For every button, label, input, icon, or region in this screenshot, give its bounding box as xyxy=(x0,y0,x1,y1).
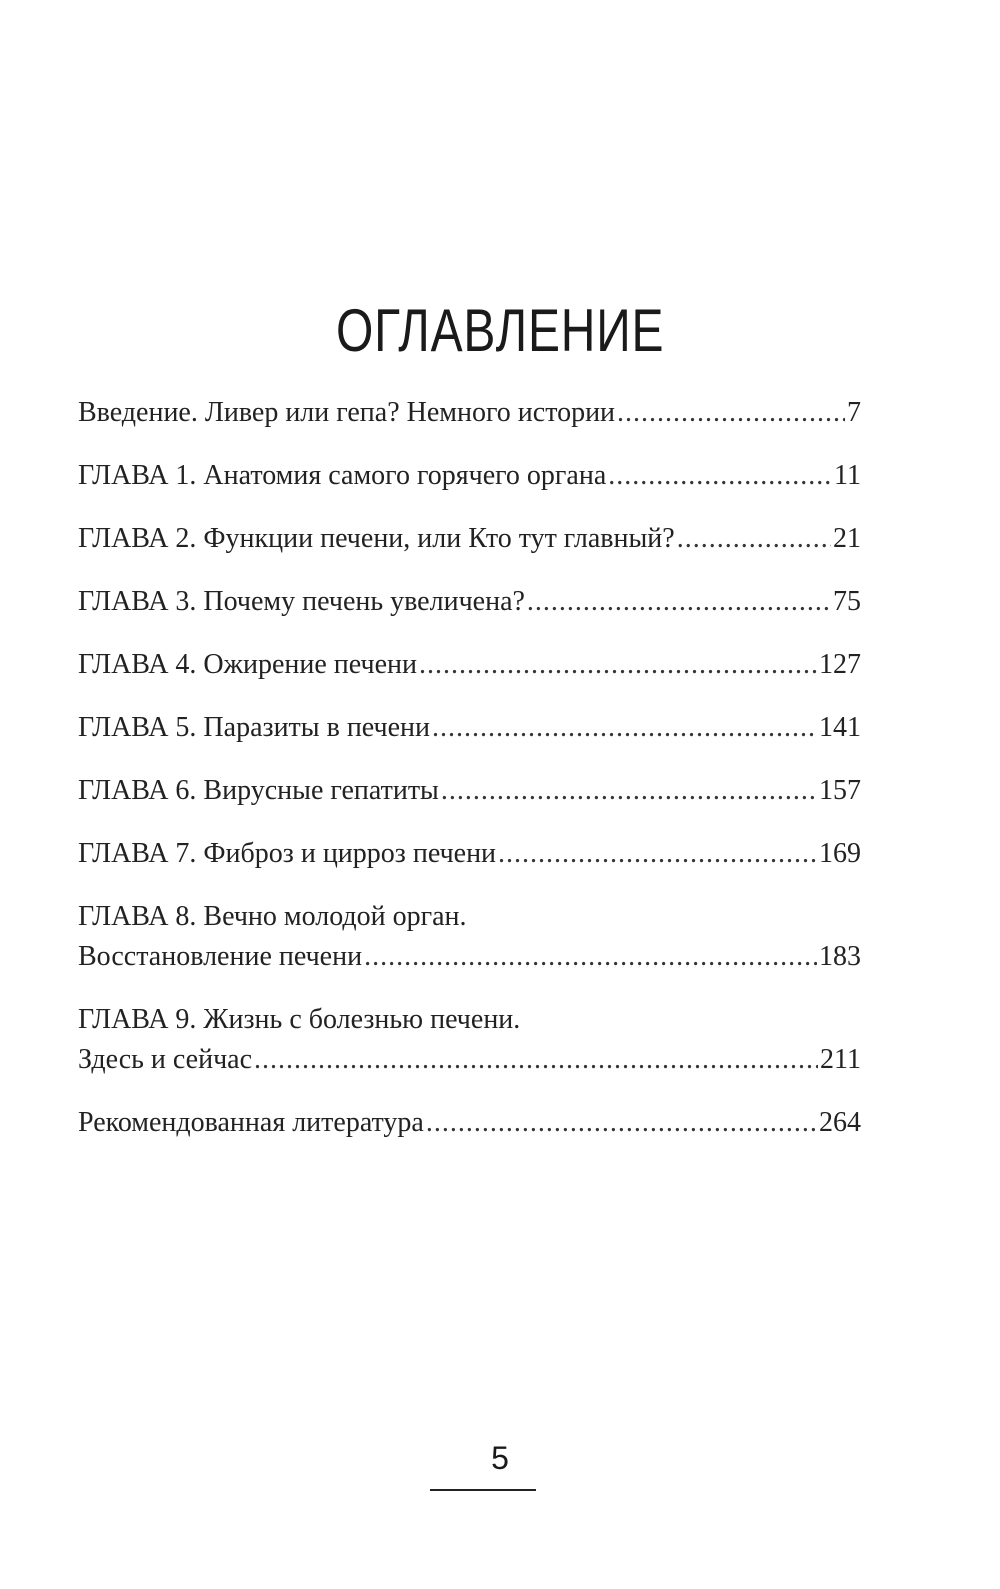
dot-leader xyxy=(254,1040,818,1080)
dot-leader xyxy=(364,937,817,977)
toc-entry-title: Рекомендованная литература xyxy=(78,1107,424,1138)
toc-entry[interactable] xyxy=(78,393,861,433)
toc-entry-line xyxy=(78,834,861,874)
toc-entry-page: 211 xyxy=(820,1044,861,1075)
toc-entry[interactable] xyxy=(78,582,861,622)
toc-entry-page: 21 xyxy=(833,523,861,554)
toc-entry[interactable] xyxy=(78,1103,861,1143)
toc-entry-page: 75 xyxy=(833,586,861,617)
toc-entry-page: 264 xyxy=(819,1107,861,1138)
toc-entry-page: 157 xyxy=(819,775,861,806)
toc-entry-page: 11 xyxy=(834,460,861,491)
toc-entry-page: 127 xyxy=(819,649,861,680)
toc-entry-title: Введение. Ливер или гепа? Немного истории xyxy=(78,397,616,428)
toc-entry-line xyxy=(78,1000,861,1040)
toc-entry-line xyxy=(78,897,861,937)
toc-entry-title: ГЛАВА 9. Жизнь с болезнью печени. xyxy=(78,1004,521,1035)
page-number: 5 xyxy=(491,1440,509,1476)
toc-entry-title: ГЛАВА 5. Паразиты в печени xyxy=(78,712,431,743)
toc-entry-line xyxy=(78,1040,861,1080)
dot-leader xyxy=(608,456,832,496)
toc-entry[interactable] xyxy=(78,1000,861,1080)
toc-entry[interactable] xyxy=(78,645,861,685)
toc-entry-page: 169 xyxy=(819,838,861,869)
dot-leader xyxy=(617,393,845,433)
toc-entry-line xyxy=(78,937,861,977)
dot-leader xyxy=(426,1103,817,1143)
toc-entry-line xyxy=(78,708,861,748)
toc-entry-title: ГЛАВА 8. Вечно молодой орган. xyxy=(78,901,467,932)
dot-leader xyxy=(419,645,817,685)
toc-entry-title: ГЛАВА 2. Функции печени, или Кто тут главный? xyxy=(78,523,675,554)
dot-leader xyxy=(677,519,831,559)
toc-entry-page: 141 xyxy=(819,712,861,743)
toc-entry-line xyxy=(78,1103,861,1143)
toc-entry-title: ГЛАВА 3. Почему печень увеличена? xyxy=(78,586,525,617)
toc-entry-title: Восстановление печени xyxy=(78,941,363,972)
toc-entry-title: ГЛАВА 1. Анатомия самого горячего органа xyxy=(78,460,607,491)
toc-entry-title: ГЛАВА 4. Ожирение печени xyxy=(78,649,417,680)
toc-entry[interactable] xyxy=(78,456,861,496)
toc-entry-page: 7 xyxy=(847,397,861,428)
toc-entry-title: ГЛАВА 7. Фиброз и цирроз печени xyxy=(78,838,497,869)
toc-entry-title: ГЛАВА 6. Вирусные гепатиты xyxy=(78,775,439,806)
dot-leader xyxy=(441,771,817,811)
page-number-rule xyxy=(430,1489,536,1491)
toc-entry-line xyxy=(78,456,861,496)
page-title-text: ОГЛАВЛЕНИЕ xyxy=(335,297,665,364)
toc-entry-title: Здесь и сейчас xyxy=(78,1044,253,1075)
dot-leader xyxy=(527,582,831,622)
toc-entry-line xyxy=(78,582,861,622)
table-of-contents xyxy=(78,393,861,1166)
toc-entry-line xyxy=(78,645,861,685)
toc-entry-line xyxy=(78,519,861,559)
toc-entry-line xyxy=(78,393,861,433)
toc-entry-line xyxy=(78,771,861,811)
page-title xyxy=(0,296,1000,366)
toc-entry[interactable] xyxy=(78,708,861,748)
toc-entry[interactable] xyxy=(78,834,861,874)
toc-entry[interactable] xyxy=(78,897,861,977)
dot-leader xyxy=(498,834,817,874)
toc-entry[interactable] xyxy=(78,771,861,811)
dot-leader xyxy=(432,708,817,748)
toc-entry[interactable] xyxy=(78,519,861,559)
toc-entry-page: 183 xyxy=(819,941,861,972)
